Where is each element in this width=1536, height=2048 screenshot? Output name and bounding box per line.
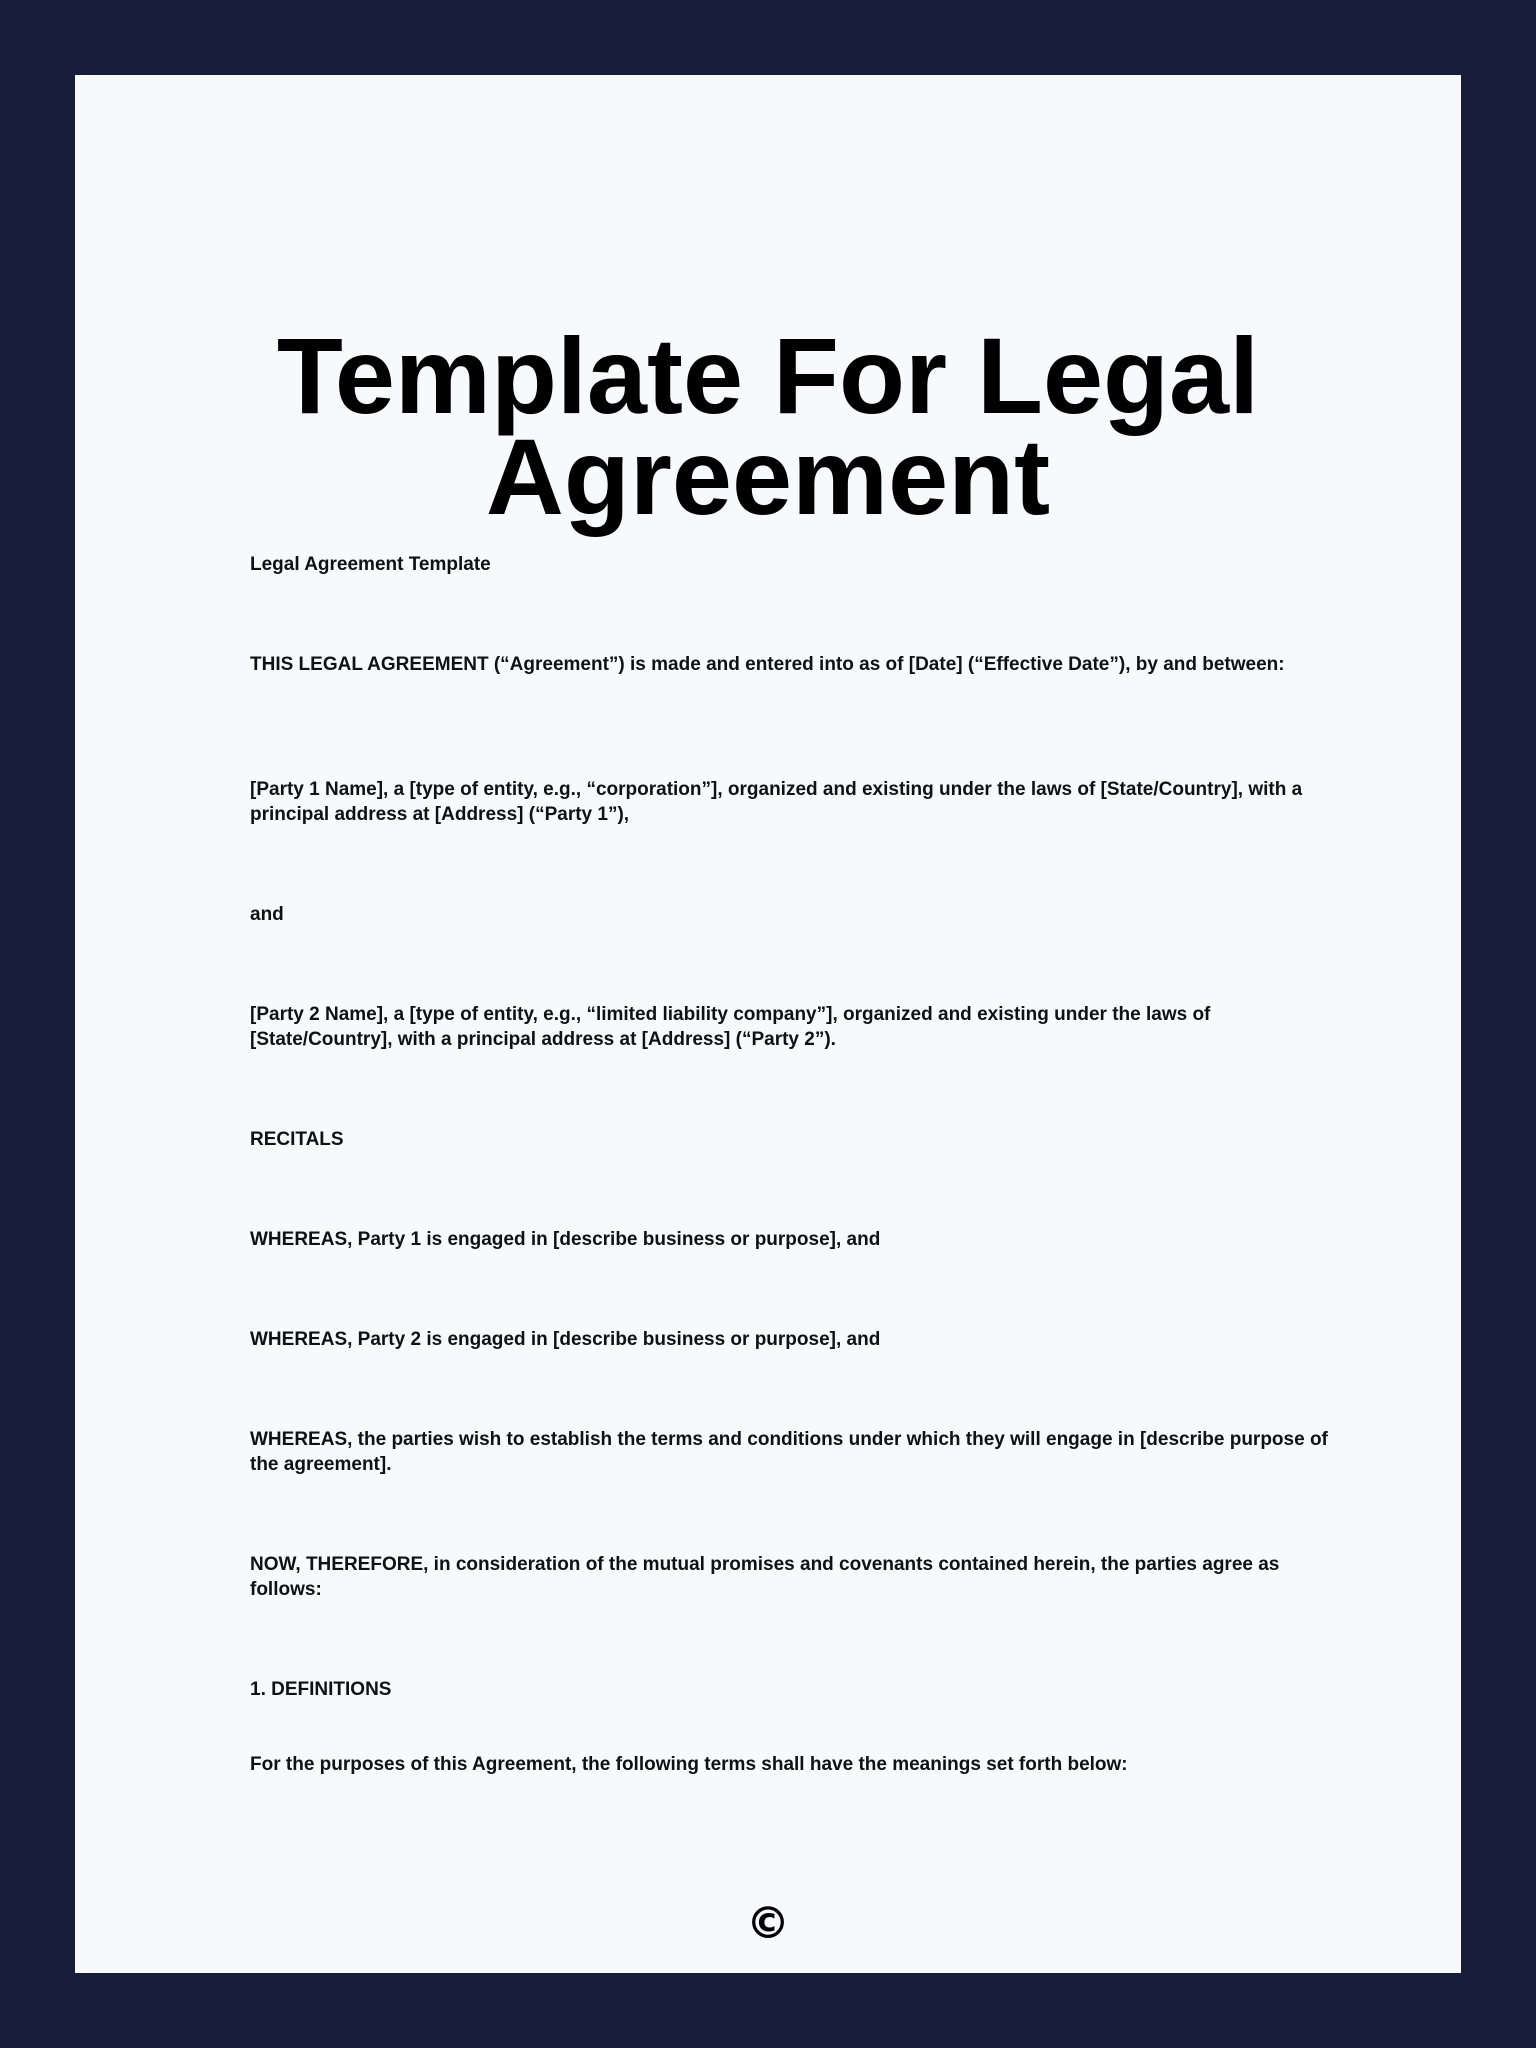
and-paragraph: and (250, 904, 284, 925)
definitions-heading: 1. DEFINITIONS (250, 1679, 392, 1700)
document-page (75, 75, 1461, 1973)
party-1-paragraph: [Party 1 Name], a [type of entity, e.g., “corporation”], organized and existing under the laws of [State/Country], with a principal address at [Address] (“Party 1”), (250, 779, 1303, 825)
document-title-line-2: Agreement (485, 416, 1051, 537)
preamble-paragraph: THIS LEGAL AGREEMENT (“Agreement”) is made and entered into as of [Date] (“Effective Date”), by and between: (250, 654, 1285, 675)
definitions-intro: For the purposes of this Agreement, the following terms shall have the meanings set forth below: (250, 1754, 1128, 1775)
now-therefore-paragraph: NOW, THEREFORE, in consideration of the mutual promises and covenants contained herein, the parties agree as follows: (250, 1554, 1280, 1600)
party-2-paragraph: [Party 2 Name], a [type of entity, e.g., “limited liability company”], organized and existing under the laws of [State/Country], with a principal address at [Address] (“Party 2”). (250, 1004, 1211, 1050)
document-title (75, 315, 1461, 537)
recitals-heading: RECITALS (250, 1129, 344, 1150)
whereas-party-1: WHEREAS, Party 1 is engaged in [describe business or purpose], and (250, 1229, 881, 1250)
copyright-icon: © (746, 1898, 790, 1949)
document-title-line-1: Template For Legal (276, 315, 1260, 436)
whereas-party-2: WHEREAS, Party 2 is engaged in [describe business or purpose], and (250, 1329, 881, 1350)
subtitle: Legal Agreement Template (250, 554, 491, 575)
whereas-purpose: WHEREAS, the parties wish to establish the terms and conditions under which they will engage in [describe purpose of the agreement]. (250, 1429, 1328, 1475)
